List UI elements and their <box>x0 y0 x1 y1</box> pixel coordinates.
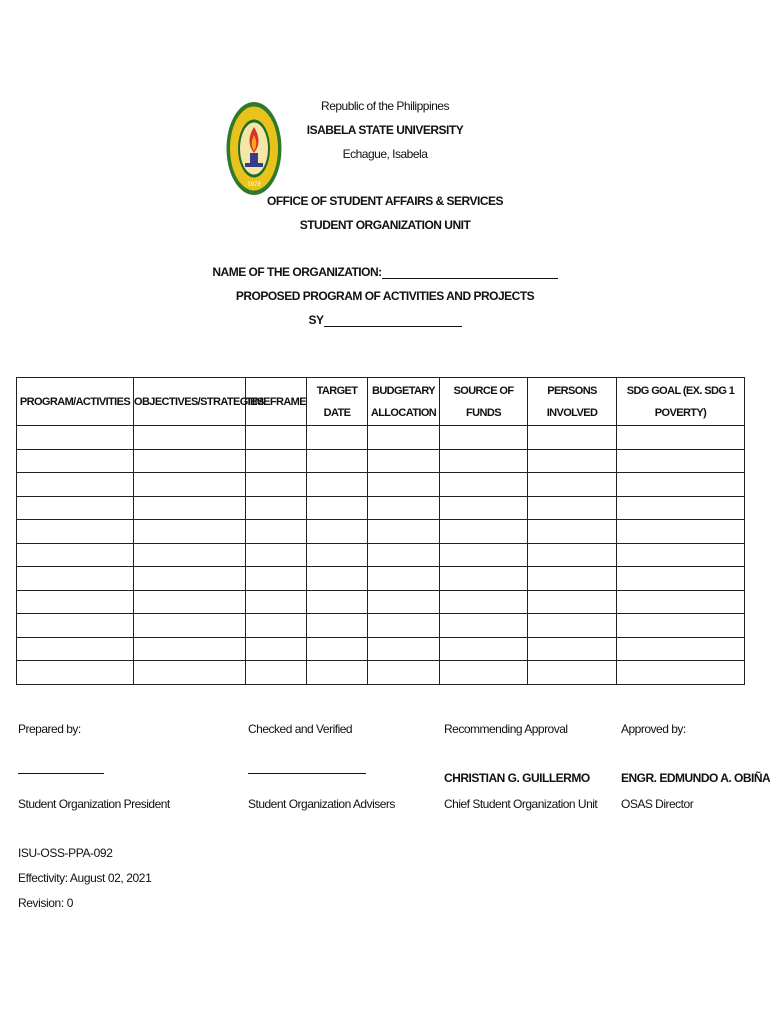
table-cell[interactable] <box>528 449 617 473</box>
recommending-approval-heading: Recommending Approval <box>444 722 568 736</box>
table-cell[interactable] <box>246 614 307 638</box>
col-header-sdg-goal: SDG GOAL (EX. SDG 1 POVERTY) <box>617 378 745 426</box>
advisers-signature-line[interactable] <box>248 773 366 774</box>
col-header-objectives-strategies: OBJECTIVES/STRATEGIES <box>134 378 246 426</box>
svg-text:1978: 1978 <box>247 182 261 188</box>
table-cell[interactable] <box>246 449 307 473</box>
table-cell[interactable] <box>134 543 246 567</box>
table-cell[interactable] <box>134 449 246 473</box>
col-header-timeframe: TIMEFRAME <box>246 378 307 426</box>
table-row <box>17 637 745 661</box>
table-cell[interactable] <box>368 567 440 591</box>
table-cell[interactable] <box>17 614 134 638</box>
table-cell[interactable] <box>134 567 246 591</box>
activities-table <box>16 377 745 685</box>
table-cell[interactable] <box>617 449 745 473</box>
col-header-target-date: TARGET DATE <box>307 378 368 426</box>
table-row <box>17 543 745 567</box>
table-cell[interactable] <box>368 473 440 497</box>
table-cell[interactable] <box>528 661 617 685</box>
table-cell[interactable] <box>368 661 440 685</box>
table-cell[interactable] <box>17 473 134 497</box>
table-cell[interactable] <box>617 473 745 497</box>
col-header-program-activities: PROGRAM/ACTIVITIES <box>17 378 134 426</box>
table-cell[interactable] <box>440 661 528 685</box>
table-cell[interactable] <box>528 614 617 638</box>
osas-director-role: OSAS Director <box>621 797 694 811</box>
table-cell[interactable] <box>617 661 745 685</box>
table-header-row <box>17 378 745 426</box>
table-cell[interactable] <box>307 473 368 497</box>
table-cell[interactable] <box>528 567 617 591</box>
table-cell[interactable] <box>134 614 246 638</box>
table-cell[interactable] <box>134 426 246 450</box>
table-cell[interactable] <box>617 520 745 544</box>
table-cell[interactable] <box>617 637 745 661</box>
table-cell[interactable] <box>246 543 307 567</box>
table-cell[interactable] <box>617 543 745 567</box>
table-row <box>17 614 745 638</box>
table-cell[interactable] <box>17 426 134 450</box>
table-row <box>17 473 745 497</box>
sy-label: SY <box>308 313 324 327</box>
president-role: Student Organization President <box>18 797 170 811</box>
sy-line <box>0 313 770 327</box>
table-cell[interactable] <box>246 637 307 661</box>
table-cell[interactable] <box>246 567 307 591</box>
form-title: PROPOSED PROGRAM OF ACTIVITIES AND PROJECTS <box>235 289 535 303</box>
table-cell[interactable] <box>246 473 307 497</box>
table-cell[interactable] <box>440 614 528 638</box>
col-header-source-of-funds: SOURCE OF FUNDS <box>440 378 528 426</box>
table-cell[interactable] <box>440 426 528 450</box>
org-name-blank[interactable] <box>382 266 558 279</box>
republic-text: Republic of the Philippines <box>321 99 449 113</box>
prepared-by-heading: Prepared by: <box>18 722 81 736</box>
table-cell[interactable] <box>440 449 528 473</box>
table-cell[interactable] <box>617 496 745 520</box>
table-cell[interactable] <box>17 567 134 591</box>
office-name: OFFICE OF STUDENT AFFAIRS & SERVICES <box>266 194 504 208</box>
table-cell[interactable] <box>368 590 440 614</box>
table-cell[interactable] <box>307 567 368 591</box>
col-header-budgetary-allocation: BUDGETARY ALLOCATION <box>368 378 440 426</box>
table-cell[interactable] <box>440 473 528 497</box>
table-cell[interactable] <box>307 543 368 567</box>
table-cell[interactable] <box>134 520 246 544</box>
table-cell[interactable] <box>440 543 528 567</box>
table-cell[interactable] <box>307 426 368 450</box>
table-cell[interactable] <box>528 473 617 497</box>
table-row <box>17 661 745 685</box>
table-cell[interactable] <box>617 426 745 450</box>
effectivity-date: Effectivity: August 02, 2021 <box>18 871 152 885</box>
table-cell[interactable] <box>17 496 134 520</box>
checked-verified-heading: Checked and Verified <box>248 722 353 736</box>
table-row <box>17 520 745 544</box>
table-cell[interactable] <box>17 590 134 614</box>
table-cell[interactable] <box>134 637 246 661</box>
table-cell[interactable] <box>368 543 440 567</box>
table-cell[interactable] <box>307 449 368 473</box>
table-cell[interactable] <box>17 661 134 685</box>
table-row <box>17 426 745 450</box>
table-cell[interactable] <box>440 567 528 591</box>
table-cell[interactable] <box>246 426 307 450</box>
table-row <box>17 449 745 473</box>
table-cell[interactable] <box>440 520 528 544</box>
table-cell[interactable] <box>134 590 246 614</box>
table-cell[interactable] <box>246 496 307 520</box>
org-name-label: NAME OF THE ORGANIZATION: <box>212 265 382 279</box>
table-cell[interactable] <box>134 496 246 520</box>
table-cell[interactable] <box>246 661 307 685</box>
table-cell[interactable] <box>17 449 134 473</box>
table-cell[interactable] <box>246 520 307 544</box>
table-cell[interactable] <box>440 496 528 520</box>
table-cell[interactable] <box>440 590 528 614</box>
table-cell[interactable] <box>368 614 440 638</box>
approving-signatory-name: ENGR. EDMUNDO A. OBIÑA <box>621 771 770 785</box>
table-cell[interactable] <box>617 567 745 591</box>
table-cell[interactable] <box>368 637 440 661</box>
table-cell[interactable] <box>134 661 246 685</box>
table-cell[interactable] <box>246 590 307 614</box>
sy-blank[interactable] <box>324 314 462 327</box>
university-name: ISABELA STATE UNIVERSITY <box>306 123 464 137</box>
table-cell[interactable] <box>307 520 368 544</box>
table-cell[interactable] <box>307 614 368 638</box>
table-cell[interactable] <box>307 637 368 661</box>
university-location: Echague, Isabela <box>342 147 428 161</box>
table-cell[interactable] <box>17 637 134 661</box>
table-cell[interactable] <box>17 520 134 544</box>
table-cell[interactable] <box>307 496 368 520</box>
advisers-role: Student Organization Advisers <box>248 797 395 811</box>
unit-name: STUDENT ORGANIZATION UNIT <box>299 218 471 232</box>
table-row <box>17 590 745 614</box>
table-cell[interactable] <box>440 637 528 661</box>
document-code: ISU-OSS-PPA-092 <box>18 846 113 860</box>
table-cell[interactable] <box>134 473 246 497</box>
table-cell[interactable] <box>368 520 440 544</box>
table-cell[interactable] <box>307 661 368 685</box>
recommending-signatory-name: CHRISTIAN G. GUILLERMO <box>444 771 590 785</box>
table-cell[interactable] <box>307 590 368 614</box>
approved-by-heading: Approved by: <box>621 722 686 736</box>
table-cell[interactable] <box>528 637 617 661</box>
org-name-line <box>0 265 770 279</box>
table-cell[interactable] <box>617 590 745 614</box>
chief-unit-role: Chief Student Organization Unit <box>444 797 598 811</box>
table-cell[interactable] <box>368 426 440 450</box>
table-cell[interactable] <box>528 496 617 520</box>
table-cell[interactable] <box>368 449 440 473</box>
revision-number: Revision: 0 <box>18 896 73 910</box>
table-row <box>17 496 745 520</box>
table-cell[interactable] <box>17 543 134 567</box>
col-header-persons-involved: PERSONS INVOLVED <box>528 378 617 426</box>
table-cell[interactable] <box>617 614 745 638</box>
table-cell[interactable] <box>528 590 617 614</box>
table-cell[interactable] <box>528 520 617 544</box>
table-row <box>17 567 745 591</box>
table-cell[interactable] <box>528 426 617 450</box>
table-cell[interactable] <box>528 543 617 567</box>
table-cell[interactable] <box>368 496 440 520</box>
president-signature-line[interactable] <box>18 773 104 774</box>
